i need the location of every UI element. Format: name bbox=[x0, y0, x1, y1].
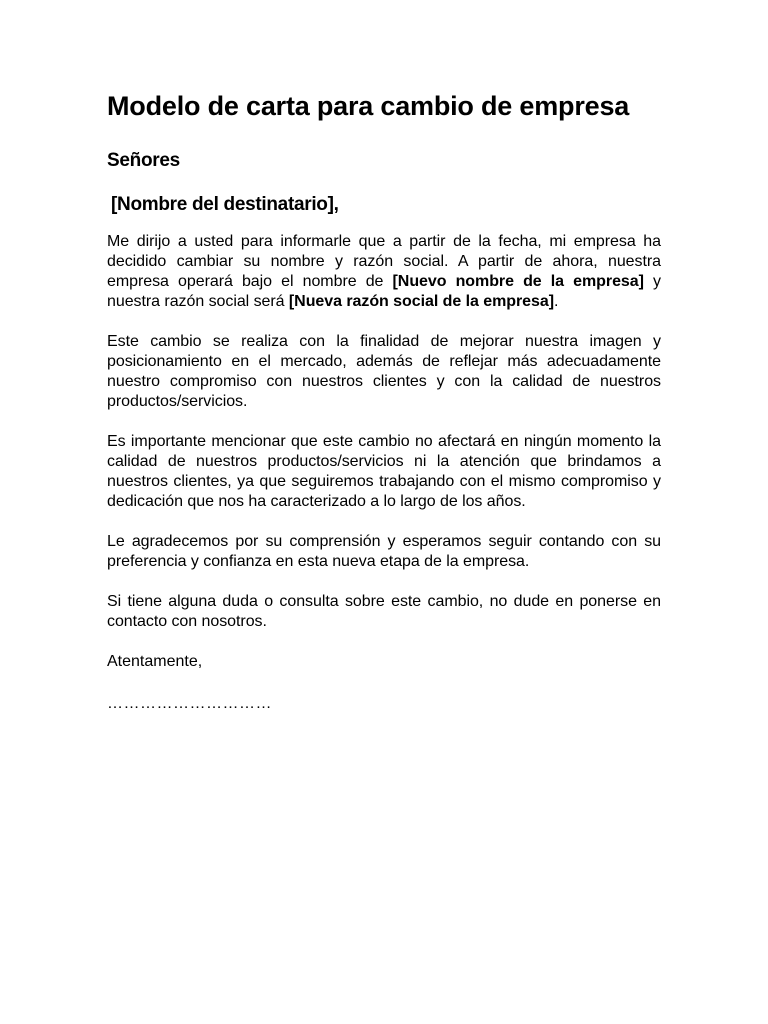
new-business-name-placeholder: [Nueva razón social de la empresa] bbox=[288, 293, 554, 310]
new-company-name-placeholder: [Nuevo nombre de la empresa] bbox=[392, 273, 644, 290]
document-title: Modelo de carta para cambio de empresa bbox=[107, 91, 630, 121]
recipient-placeholder: [Nombre del destinatario], bbox=[111, 194, 339, 215]
paragraph-text: . bbox=[553, 293, 559, 310]
paragraph-contact: Si tiene alguna duda o consulta sobre este cambio, no dude en ponerse en contacto con nosotros. bbox=[107, 593, 661, 630]
paragraph-purpose: Este cambio se realiza con la finalidad de mejorar nuestra imagen y posicionamiento en el mercado, además de reflejar más adecuadamente nuestro compromiso con nuestros clientes y con la calidad de nuestros productos/servicios. bbox=[107, 333, 661, 410]
salutation: Señores bbox=[107, 150, 180, 171]
signature-line: ………………………… bbox=[107, 695, 272, 712]
closing: Atentamente, bbox=[107, 653, 203, 670]
paragraph-thanks: Le agradecemos por su comprensión y esperamos seguir contando con su preferencia y confianza en esta nueva etapa de la empresa. bbox=[107, 533, 661, 570]
paragraph-name-change bbox=[107, 232, 661, 312]
paragraph-service-continuity: Es importante mencionar que este cambio no afectará en ningún momento la calidad de nuestros productos/servicios ni la atención que brindamos a nuestros clientes, ya que seguiremos trabajando con el mismo compromiso y dedicación que nos ha caracterizado a lo largo de los años. bbox=[107, 433, 661, 510]
paragraph-text: Me dirijo a usted para informarle que a partir de la fecha, mi empresa ha decidido cambiar su nombre y razón social. A partir de ahora, nuestra empresa operará bajo el nombre de bbox=[107, 233, 661, 290]
paragraph-text: y nuestra razón social será bbox=[107, 273, 662, 310]
